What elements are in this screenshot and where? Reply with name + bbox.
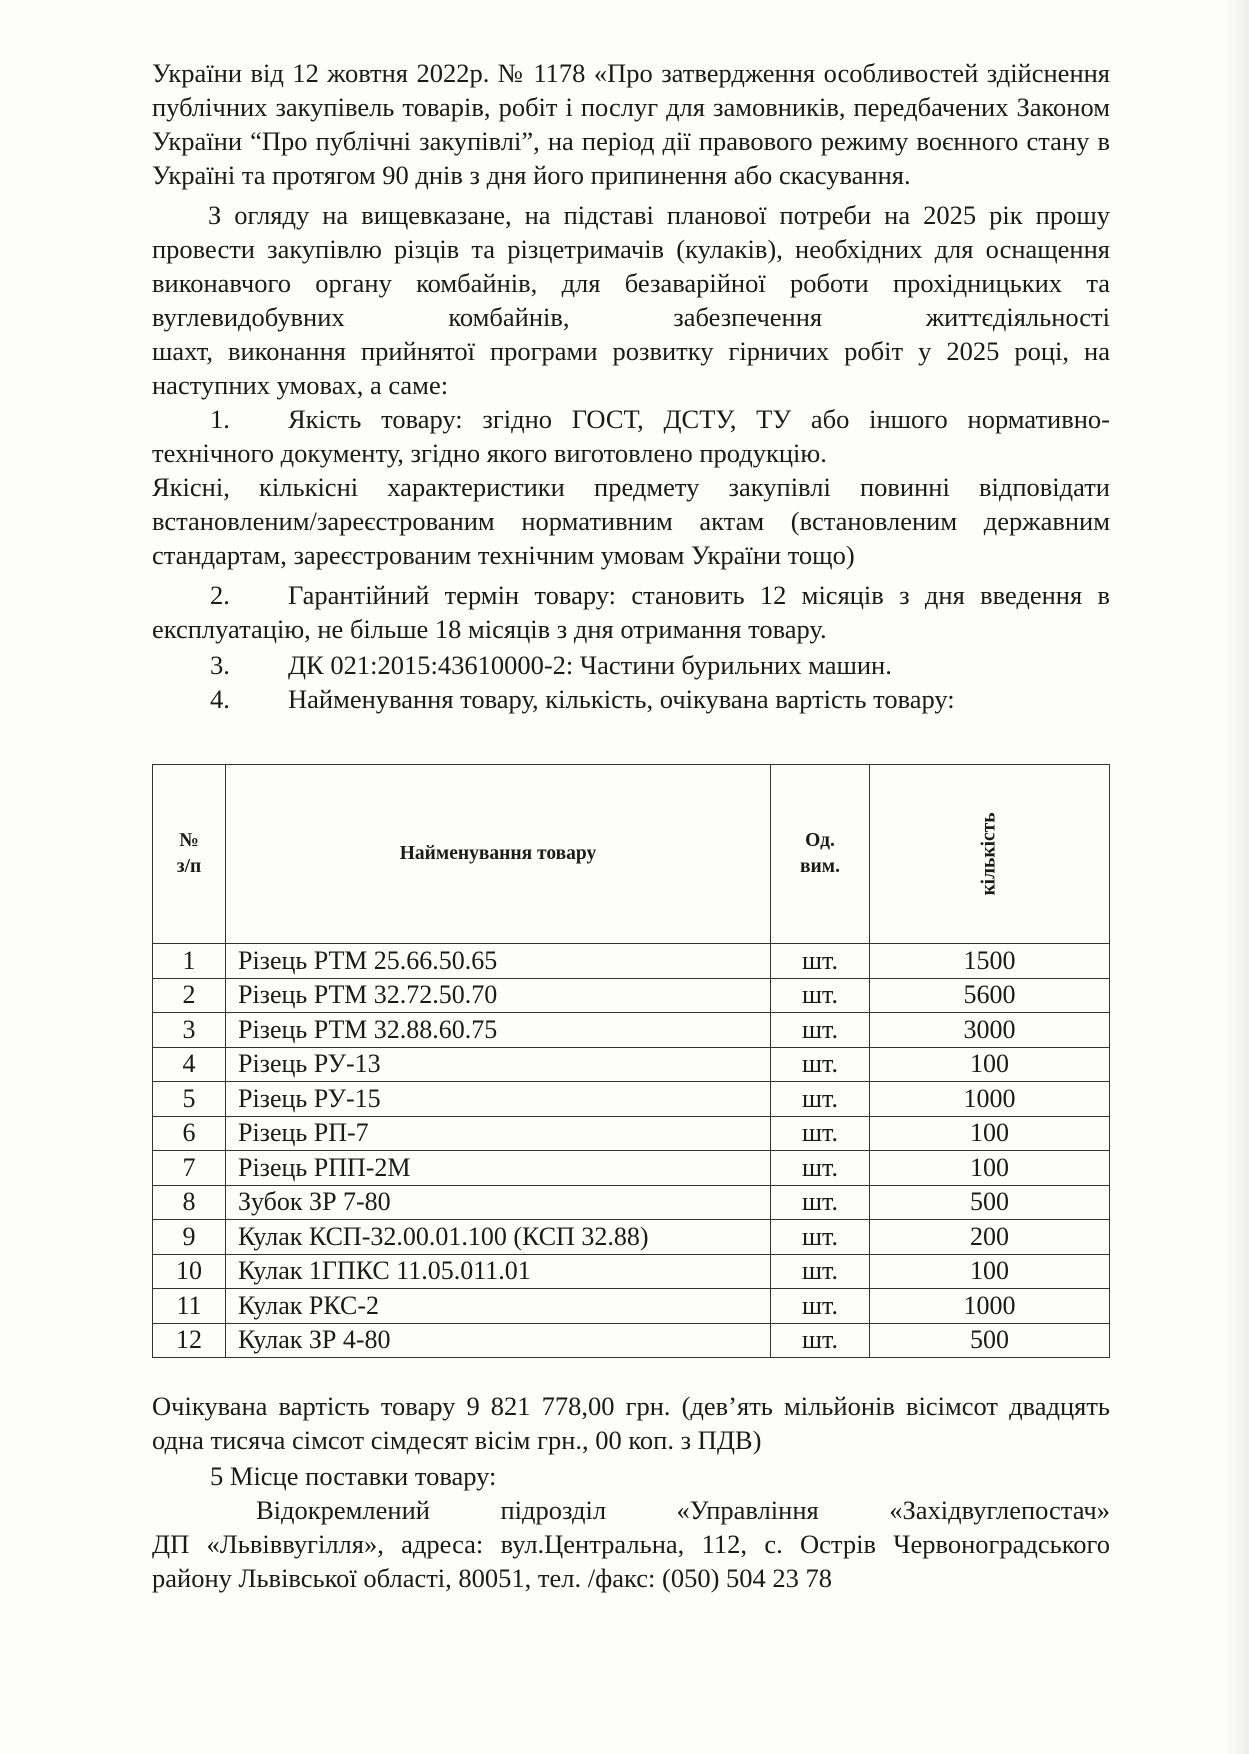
row-item-name: Різець РТМ 25.66.50.65 — [226, 944, 771, 979]
delivery-word-1: Відокремлений — [256, 1495, 430, 1525]
table-row — [153, 1254, 1110, 1289]
row-item-name: Кулак 1ГПКС 11.05.011.01 — [226, 1254, 771, 1289]
condition-1-number: 1. — [210, 404, 230, 434]
row-unit: шт. — [771, 944, 870, 979]
table-row — [153, 1013, 1110, 1048]
table-row — [153, 1116, 1110, 1151]
condition-1 — [152, 402, 1110, 470]
row-number: 2 — [153, 978, 226, 1013]
row-item-name: Різець РУ-13 — [226, 1047, 771, 1082]
row-item-name: Зубок ЗР 7-80 — [226, 1185, 771, 1220]
header-number-line1: № — [179, 830, 199, 851]
row-item-name: Різець РПП-2М — [226, 1151, 771, 1186]
row-number: 10 — [153, 1254, 226, 1289]
goods-table — [152, 764, 1110, 1358]
row-item-name: Різець РТМ 32.72.50.70 — [226, 978, 771, 1013]
row-unit: шт. — [771, 1082, 870, 1117]
row-unit: шт. — [771, 1185, 870, 1220]
header-unit — [771, 765, 870, 944]
row-quantity: 1500 — [870, 944, 1110, 979]
table-row — [153, 1151, 1110, 1186]
row-number: 8 — [153, 1185, 226, 1220]
row-quantity: 100 — [870, 1116, 1110, 1151]
condition-3-number: 3. — [210, 650, 230, 680]
row-item-name: Кулак КСП-32.00.01.100 (КСП 32.88) — [226, 1220, 771, 1255]
row-quantity: 500 — [870, 1323, 1110, 1358]
row-unit: шт. — [771, 1323, 870, 1358]
row-quantity: 100 — [870, 1047, 1110, 1082]
body-text — [152, 56, 1110, 716]
row-item-name: Кулак ЗР 4-80 — [226, 1323, 771, 1358]
row-unit: шт. — [771, 1220, 870, 1255]
table-row — [153, 1047, 1110, 1082]
condition-4-text: Найменування товару, кількість, очікувана вартість товару: — [288, 684, 955, 714]
condition-2-text: Гарантійний термін товару: становить 12 місяців з дня введення в експлуатацію, не більше 18 місяців з дня отримання товару. — [152, 580, 1110, 644]
row-unit: шт. — [771, 1254, 870, 1289]
condition-2-number: 2. — [210, 580, 230, 610]
goods-table-body — [153, 944, 1110, 1358]
expected-cost: Очікувана вартість товару 9 821 778,00 грн. (дев’ять мільйонів вісімсот двадцять одна тисяча сімсот сімдесят вісім грн., 00 коп. з ПДВ) — [152, 1391, 1110, 1455]
table-row — [153, 1185, 1110, 1220]
condition-4-number: 4. — [210, 684, 230, 714]
intro-paragraph: України від 12 жовтня 2022р. № 1178 «Про затвердження особливостей здійснення публічних закупівель товарів, робіт і послуг для замовників, передбачених Законом України “Про публічні закупівлі”, на період дії правового режиму воєнного стану в Україні та протягом 90 днів з дня його припинення або скасування. — [152, 58, 1110, 190]
table-row — [153, 1220, 1110, 1255]
table-row — [153, 1082, 1110, 1117]
row-quantity: 100 — [870, 1151, 1110, 1186]
row-number: 3 — [153, 1013, 226, 1048]
row-quantity: 1000 — [870, 1289, 1110, 1324]
row-quantity: 100 — [870, 1254, 1110, 1289]
request-paragraph-b: шахт, виконання прийнятої програми розвитку гірничих робіт у 2025 році, на наступних умовах, а саме: — [152, 336, 1110, 400]
condition-3 — [152, 648, 1110, 682]
condition-4 — [152, 682, 1110, 716]
delivery-heading: 5 Місце поставки товару: — [210, 1461, 497, 1491]
header-quantity — [870, 765, 1110, 944]
row-unit: шт. — [771, 1151, 870, 1186]
row-number: 12 — [153, 1323, 226, 1358]
row-item-name: Різець РТМ 32.88.60.75 — [226, 1013, 771, 1048]
table-row — [153, 944, 1110, 979]
row-quantity: 5600 — [870, 978, 1110, 1013]
condition-3-text: ДК 021:2015:43610000-2: Частини бурильних машин. — [288, 650, 892, 680]
quality-note: Якісні, кількісні характеристики предмету закупівлі повинні відповідати встановленим/зареєстрованим нормативним актам (встановленим державним стандартам, зареєстрованим технічним умовам України тощо) — [152, 472, 1110, 570]
row-number: 9 — [153, 1220, 226, 1255]
row-item-name: Різець РУ-15 — [226, 1082, 771, 1117]
row-unit: шт. — [771, 1116, 870, 1151]
header-unit-line2: вим. — [800, 856, 840, 877]
row-quantity: 200 — [870, 1220, 1110, 1255]
header-unit-line1: Од. — [805, 830, 835, 851]
delivery-first-line — [152, 1493, 1110, 1527]
delivery-word-3: «Управління — [676, 1495, 819, 1525]
row-number: 5 — [153, 1082, 226, 1117]
row-number: 11 — [153, 1289, 226, 1324]
row-item-name: Різець РП-7 — [226, 1116, 771, 1151]
row-quantity: 500 — [870, 1185, 1110, 1220]
header-name: Найменування товару — [226, 765, 771, 944]
delivery-word-2: підрозділ — [500, 1495, 607, 1525]
row-unit: шт. — [771, 1047, 870, 1082]
table-row — [153, 1323, 1110, 1358]
closing-text — [152, 1389, 1110, 1595]
row-unit: шт. — [771, 978, 870, 1013]
table-header-row — [153, 765, 1110, 944]
row-quantity: 1000 — [870, 1082, 1110, 1117]
row-number: 6 — [153, 1116, 226, 1151]
row-number: 1 — [153, 944, 226, 979]
row-quantity: 3000 — [870, 1013, 1110, 1048]
row-number: 7 — [153, 1151, 226, 1186]
row-unit: шт. — [771, 1289, 870, 1324]
row-item-name: Кулак РКС-2 — [226, 1289, 771, 1324]
condition-1-text: Якість товару: згідно ГОСТ, ДСТУ, ТУ або іншого нормативно-технічного документу, згідно якого виготовлено продукцію. — [152, 404, 1110, 468]
delivery-address: ДП «Львіввугілля», адреса: вул.Центральна, 112, с. Острів Червоноградського району Львівської області, 80051, тел. /факс: (050) 504 23 78 — [152, 1529, 1110, 1593]
table-row — [153, 1289, 1110, 1324]
scan-edge-shadow — [1223, 0, 1249, 1754]
header-number-line2: з/п — [176, 856, 202, 877]
request-paragraph-a: З огляду на вищевказане, на підставі планової потреби на 2025 рік прошу провести закупівлю різців та різцетримачів (кулаків), необхідних для оснащення виконавчого органу комбайнів, для безаварійної роботи прохідницьких та вуглевидобувних комбайнів, забезпечення життєдіяльності — [152, 200, 1110, 332]
header-number — [153, 765, 226, 944]
row-number: 4 — [153, 1047, 226, 1082]
condition-2 — [152, 578, 1110, 646]
row-unit: шт. — [771, 1013, 870, 1048]
delivery-word-4: «Західвуглепостач» — [889, 1495, 1110, 1525]
header-quantity-text: кількість — [978, 812, 1000, 896]
table-row — [153, 978, 1110, 1013]
